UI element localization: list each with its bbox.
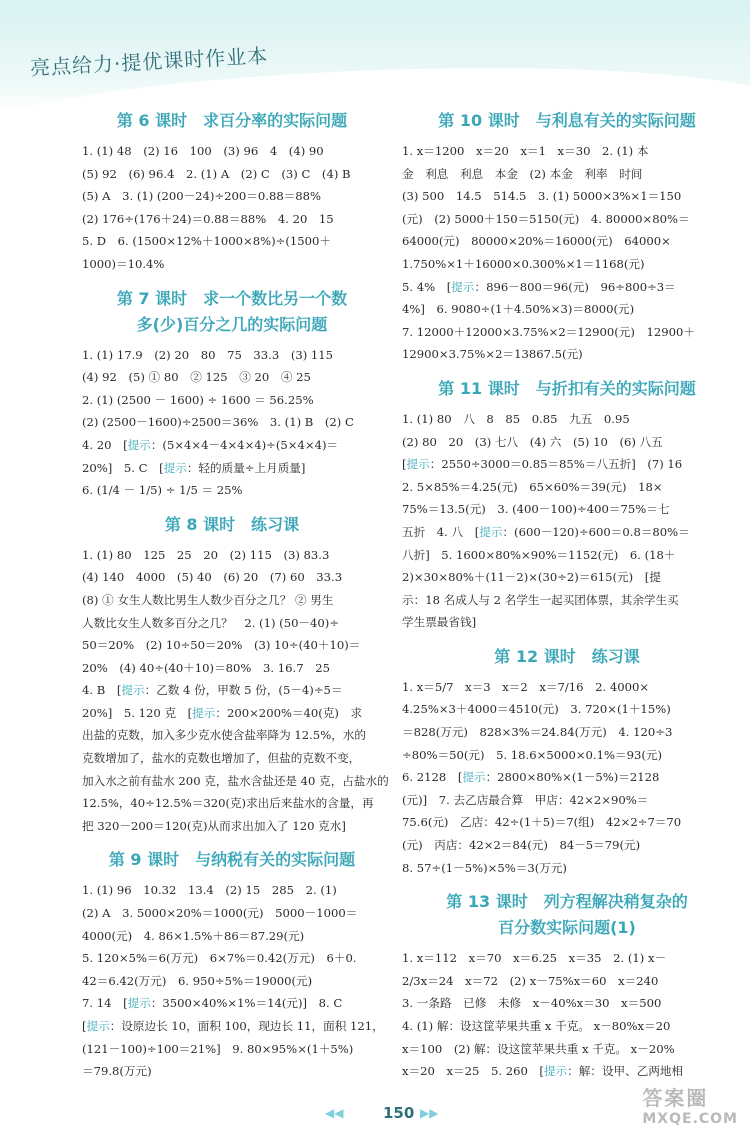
answer-line: 75%＝13.5(元) 3. (400－100)÷400＝75%＝七 bbox=[402, 502, 670, 517]
answer-line: (121－100)÷100＝21%] 9. 80×95%×(1＋5%) bbox=[82, 1041, 354, 1056]
lesson-title-line: 百分数实际问题(1) bbox=[498, 918, 636, 938]
answer-line: ÷80%＝50(元) 5. 18.6×5000×0.1%＝93(元) bbox=[402, 747, 662, 762]
answer-line: 1.750%×1＋16000×0.300%×1＝1168(元) bbox=[402, 256, 645, 271]
answer-line: x＝20 x＝25 5. 260 [提示：解：设甲、乙两地相 bbox=[402, 1064, 684, 1079]
answer-block bbox=[82, 544, 389, 838]
answer-line: 示：18 名成人与 2 名学生一起买团体票，其余学生买 bbox=[402, 592, 679, 607]
answer-line: 加入水之前有盐水 200 克，盐水含盐还是 40 克，占盐水的 bbox=[82, 773, 389, 788]
lesson-title-line: 第 13 课时 列方程解决稍复杂的 bbox=[446, 892, 688, 912]
lesson-title-line: 第 11 课时 与折扣有关的实际问题 bbox=[438, 378, 696, 398]
answer-block bbox=[402, 947, 732, 1083]
watermark-logo bbox=[642, 1082, 738, 1127]
answer-line: (2) 80 20 (3) 七八 (4) 六 (5) 10 (6) 八五 bbox=[402, 434, 663, 449]
answer-line: 学生票最省钱] bbox=[402, 615, 477, 630]
answer-line: 4000(元) 4. 86×1.5%＋86＝87.29(元) bbox=[82, 928, 305, 943]
answer-line: (8) ① 女生人数比男生人数少百分之几？ ② 男生 bbox=[82, 592, 334, 607]
right-column bbox=[402, 108, 732, 1093]
answer-line: 6. 2128 [提示：2800×80%×(1－5%)＝2128 bbox=[402, 770, 660, 785]
lesson-title bbox=[402, 644, 732, 670]
lesson-title-line: 第 6 课时 求百分率的实际问题 bbox=[116, 111, 348, 130]
answer-line: 2. (1) (2500 － 1600) ÷ 1600 ＝ 56.25% bbox=[82, 392, 314, 407]
lesson-title bbox=[402, 889, 732, 941]
answer-line: 50＝20% (2) 10÷50＝20% (3) 10÷(40＋10)＝ bbox=[82, 638, 361, 653]
answer-line: 金 利息 利息 本金 (2) 本金 利率 时间 bbox=[402, 166, 643, 181]
answer-line: (元) 丙店：42×2＝84(元) 84－5＝79(元) bbox=[402, 838, 641, 853]
lesson-section bbox=[402, 108, 732, 366]
answer-line: 7. 12000＋12000×3.75%×2＝12900(元) 12900＋ bbox=[402, 324, 695, 339]
answer-line: 1. (1) 48 (2) 16 100 (3) 96 4 (4) 90 bbox=[82, 144, 324, 158]
lesson-title bbox=[402, 108, 732, 134]
lesson-title bbox=[82, 108, 382, 134]
answer-line: 5. 120×5%＝6(万元) 6×7%＝0.42(万元) 6＋0. bbox=[82, 951, 357, 966]
answer-line: 8. 57÷(1－5%)×5%＝3(万元) bbox=[402, 860, 567, 875]
lesson-section bbox=[402, 376, 732, 634]
lesson-title-line: 第 12 课时 练习课 bbox=[494, 646, 640, 666]
answer-line: (2) A 3. 5000×20%＝1000(元) 5000－1000＝ bbox=[82, 906, 358, 921]
answer-line: 20% (4) 40÷(40＋10)＝80% 3. 16.7 25 bbox=[82, 660, 330, 675]
answer-line: 1. x＝112 x＝70 x＝6.25 x＝35 2. (1) x－ bbox=[402, 951, 667, 966]
answer-line: 20%] 5. C [提示：轻的质量÷上月质量] bbox=[82, 460, 306, 475]
answer-line: 1. (1) 96 10.32 13.4 (2) 15 285 2. (1) bbox=[82, 883, 337, 898]
answer-block bbox=[402, 408, 732, 634]
lesson-title bbox=[402, 376, 732, 402]
answer-line: 把 320－200＝120(克)从而求出加入了 120 克水] bbox=[82, 818, 346, 833]
lesson-title bbox=[82, 286, 382, 338]
answer-line: (3) 500 14.5 514.5 3. (1) 5000×3%×1＝150 bbox=[402, 189, 682, 204]
lesson-title-line: 第 8 课时 练习课 bbox=[164, 514, 300, 534]
answer-line: 12900×3.75%×2＝13867.5(元) bbox=[402, 347, 583, 362]
answer-line: 1. (1) 80 八 8 85 0.85 九五 0.95 bbox=[402, 411, 630, 426]
answer-line: 克数增加了，盐水的克数也增加了，但盐的克数不变， bbox=[82, 751, 361, 766]
answer-line: 2. 5×85%＝4.25(元) 65×60%＝39(元) 18× bbox=[402, 479, 663, 494]
lesson-title-line: 第 10 课时 与利息有关的实际问题 bbox=[438, 111, 696, 130]
answer-line: [提示：设原边长 10，面积 100，现边长 11，面积 121， bbox=[82, 1019, 384, 1033]
answer-line: 1. (1) 80 125 25 20 (2) 115 (3) 83.3 bbox=[82, 547, 330, 562]
answer-line: 出盐的克数，加入多少克水使含盐率降为 12.5%，水的 bbox=[82, 728, 366, 743]
answer-line: 20%] 5. 120 克 [提示：200×200%＝40(克) 求 bbox=[82, 705, 363, 720]
answer-line: ＝79.8(万元) bbox=[82, 1064, 152, 1079]
answer-line: (2) 176÷(176＋24)＝0.88＝88% 4. 20 15 bbox=[82, 211, 334, 226]
answer-line: 5. 4% [提示：896－800＝96(元) 96÷800÷3＝ bbox=[402, 279, 676, 294]
answer-line: 1000)＝10.4% bbox=[82, 256, 165, 271]
answer-line: x＝100 (2) 解：设这筐苹果共重 x 千克。 x－20% bbox=[402, 1041, 675, 1056]
lesson-title-line: 第 7 课时 求一个数比另一个数 bbox=[116, 288, 348, 308]
answer-line: (5) A 3. (1) (200－24)÷200＝0.88＝88% bbox=[82, 189, 322, 204]
lesson-title-line: 第 9 课时 与纳税有关的实际问题 bbox=[108, 850, 356, 870]
header-banner bbox=[0, 0, 750, 112]
answer-block bbox=[402, 140, 732, 366]
answer-line: 2)×30×80%＋(11－2)×(30÷2)＝615(元) [提 bbox=[402, 570, 661, 585]
book-title: 亮点给力·提优课时作业本 bbox=[29, 43, 269, 80]
answer-line: 八折] 5. 1600×80%×90%＝1152(元) 6. (18＋ bbox=[402, 547, 676, 562]
answer-line: 2/3x＝24 x＝72 (2) x－75%x＝60 x＝240 bbox=[402, 973, 659, 988]
answer-block bbox=[402, 676, 732, 879]
answer-line: ＝828(万元) 828×3%＝24.84(万元) 4. 120÷3 bbox=[402, 725, 673, 740]
answer-block bbox=[82, 879, 382, 1082]
answer-line: 5. D 6. (1500×12%＋1000×8%)÷(1500＋ bbox=[82, 234, 331, 249]
answer-line: 1. x＝5/7 x＝3 x＝2 x＝7/16 2. 4000× bbox=[402, 679, 650, 694]
lesson-section bbox=[82, 847, 382, 1082]
answer-line: 五折 4. 八 [提示：(600－120)÷600＝0.8＝80%＝ bbox=[402, 524, 690, 539]
lesson-title-line: 多(少)百分之几的实际问题 bbox=[136, 314, 328, 334]
lesson-title bbox=[82, 847, 382, 873]
watermark-line1: 答案圈 bbox=[642, 1086, 709, 1110]
answer-line: 75.6(元) 乙店：42÷(1＋5)＝7(组) 42×2÷7＝70 bbox=[402, 815, 682, 830]
lesson-section bbox=[82, 108, 382, 276]
answer-line: 4. B [提示：乙数 4 份，甲数 5 份，(5－4)÷5＝ bbox=[82, 683, 343, 698]
page-number: 150 bbox=[383, 1104, 415, 1122]
lesson-section bbox=[402, 889, 732, 1083]
answer-line: 6. (1/4 － 1/5) ÷ 1/5 ＝ 25% bbox=[82, 483, 243, 498]
answer-line: (5) 92 (6) 96.4 2. (1) A (2) C (3) C (4) B bbox=[82, 166, 351, 181]
answer-block bbox=[82, 140, 382, 276]
answer-line: 4. 20 [提示：(5×4×4－4×4×4)÷(5×4×4)＝ bbox=[82, 437, 339, 452]
answer-line: 人数比女生人数多百分之几？ 2. (1) (50－40)÷ bbox=[82, 615, 340, 630]
next-page-arrow-icon[interactable]: ▶▶ bbox=[420, 1106, 439, 1120]
answer-line: 1. x＝1200 x＝20 x＝1 x＝30 2. (1) 本 bbox=[402, 144, 649, 158]
answer-line: 1. (1) 17.9 (2) 20 80 75 33.3 (3) 115 bbox=[82, 347, 334, 362]
answer-line: 3. 一条路 已修 未修 x－40%x＝30 x＝500 bbox=[402, 996, 662, 1011]
answer-line: 64000(元) 80000×20%＝16000(元) 64000× bbox=[402, 234, 671, 249]
answer-line: [提示：2550÷3000＝0.85＝85%＝八五折] (7) 16 bbox=[402, 457, 683, 472]
prev-page-arrow-icon[interactable]: ◀◀ bbox=[325, 1106, 344, 1120]
watermark-line2: MXQE.COM bbox=[642, 1111, 738, 1127]
answer-line: (4) 140 4000 (5) 40 (6) 20 (7) 60 33.3 bbox=[82, 570, 343, 585]
answer-line: 12.5%，40÷12.5%＝320(克)求出后来盐水的含量，再 bbox=[82, 796, 374, 811]
lesson-section bbox=[402, 644, 732, 879]
answer-line: 7. 14 [提示：3500×40%×1%＝14(元)] 8. C bbox=[82, 996, 343, 1011]
left-column bbox=[82, 108, 389, 1093]
answer-line: 42＝6.42(万元) 6. 950÷5%＝19000(元) bbox=[82, 973, 313, 988]
lesson-title bbox=[82, 512, 382, 538]
lesson-section bbox=[82, 286, 382, 502]
answer-line: (4) 92 (5) ① 80 ② 125 ③ 20 ④ 25 bbox=[82, 370, 311, 385]
answer-line: 4%] 6. 9080÷(1＋4.50%×3)＝8000(元) bbox=[402, 302, 635, 317]
lesson-section bbox=[82, 512, 389, 838]
answer-line: 4.25%×3＋4000＝4510(元) 3. 720×(1＋15%) bbox=[402, 702, 671, 717]
answer-block bbox=[82, 344, 382, 502]
answer-line: 4. (1) 解：设这筐苹果共重 x 千克。 x－80%x＝20 bbox=[402, 1019, 671, 1033]
answer-line: (2) (2500－1600)÷2500＝36% 3. (1) B (2) C bbox=[82, 415, 354, 430]
answer-line: (元) (2) 5000＋150＝5150(元) 4. 80000×80%＝ bbox=[402, 211, 690, 226]
answer-line: (元)] 7. 去乙店最合算 甲店：42×2×90%＝ bbox=[402, 792, 649, 807]
